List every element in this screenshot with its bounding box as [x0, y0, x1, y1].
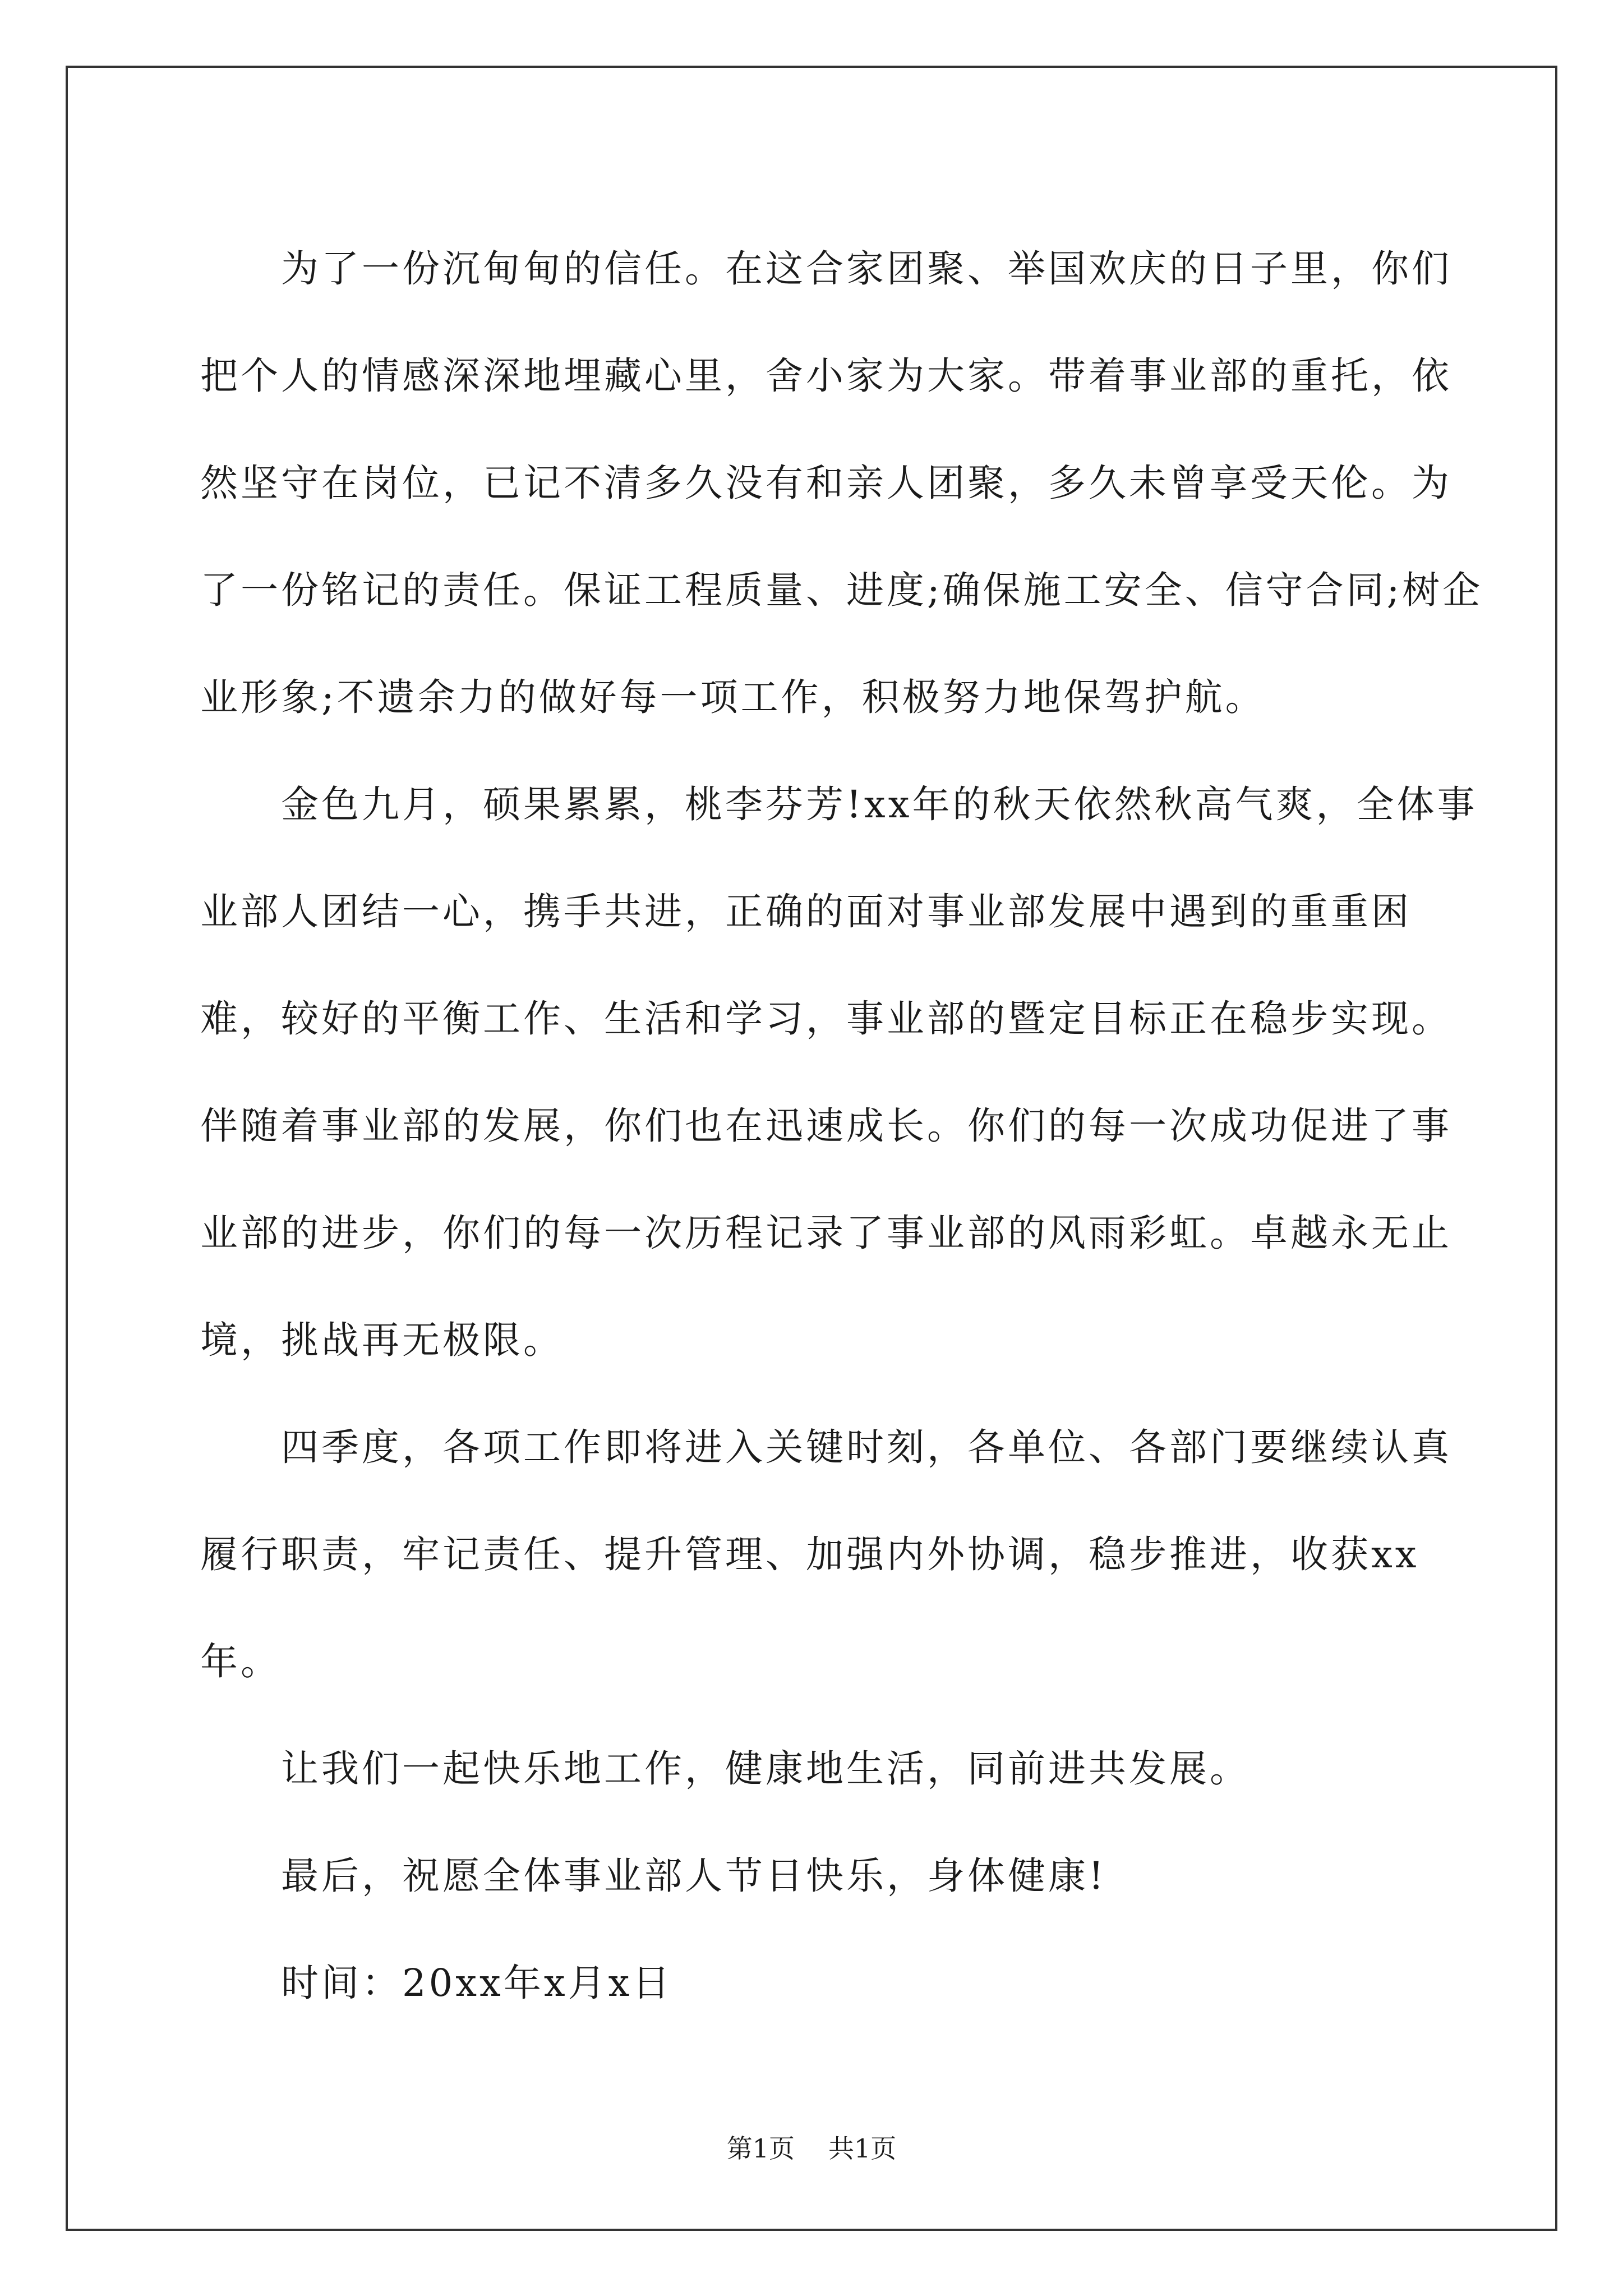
- page-number-total: 共1页: [828, 2133, 897, 2164]
- document-body: [200, 215, 1484, 2037]
- page-footer: [0, 2132, 1623, 2165]
- paragraph-1: 为了一份沉甸甸的信任。在这合家团聚、举国欢庆的日子里，你们把个人的情感深深地埋藏心里，舍小家为大家。带着事业部的重托，依然坚守在岗位，已记不清多久没有和亲人团聚，多久未曾享受天伦。为了一份铭记的责任。保证工程质量、进度;确保施工安全、信守合同;树企业形象;不遗余力的做好每一项工作，积极努力地保驾护航。: [200, 247, 1483, 719]
- page-number-current: 第1页: [726, 2133, 795, 2164]
- paragraph-4: 让我们一起快乐地工作，健康地生活，同前进共发展。: [281, 1747, 1250, 1791]
- date-line: 时间：20xx年x月x日: [281, 1961, 673, 2005]
- paragraph-2: 金色九月，硕果累累，桃李芬芳!xx年的秋天依然秋高气爽，全体事业部人团结一心，携手共进，正确的面对事业部发展中遇到的重重困难，较好的平衡工作、生活和学习，事业部的暨定目标正在稳步实现。伴随着事业部的发展，你们也在迅速成长。你们的每一次成功促进了事业部的进步，你们的每一次历程记录了事业部的风雨彩虹。卓越永无止境，挑战再无极限。: [200, 783, 1478, 1362]
- paragraph-3: 四季度，各项工作即将进入关键时刻，各单位、各部门要继续认真履行职责，牢记责任、提升管理、加强内外协调，稳步推进，收获xx年。: [200, 1425, 1452, 1683]
- paragraph-5: 最后，祝愿全体事业部人节日快乐，身体健康!: [281, 1854, 1106, 1898]
